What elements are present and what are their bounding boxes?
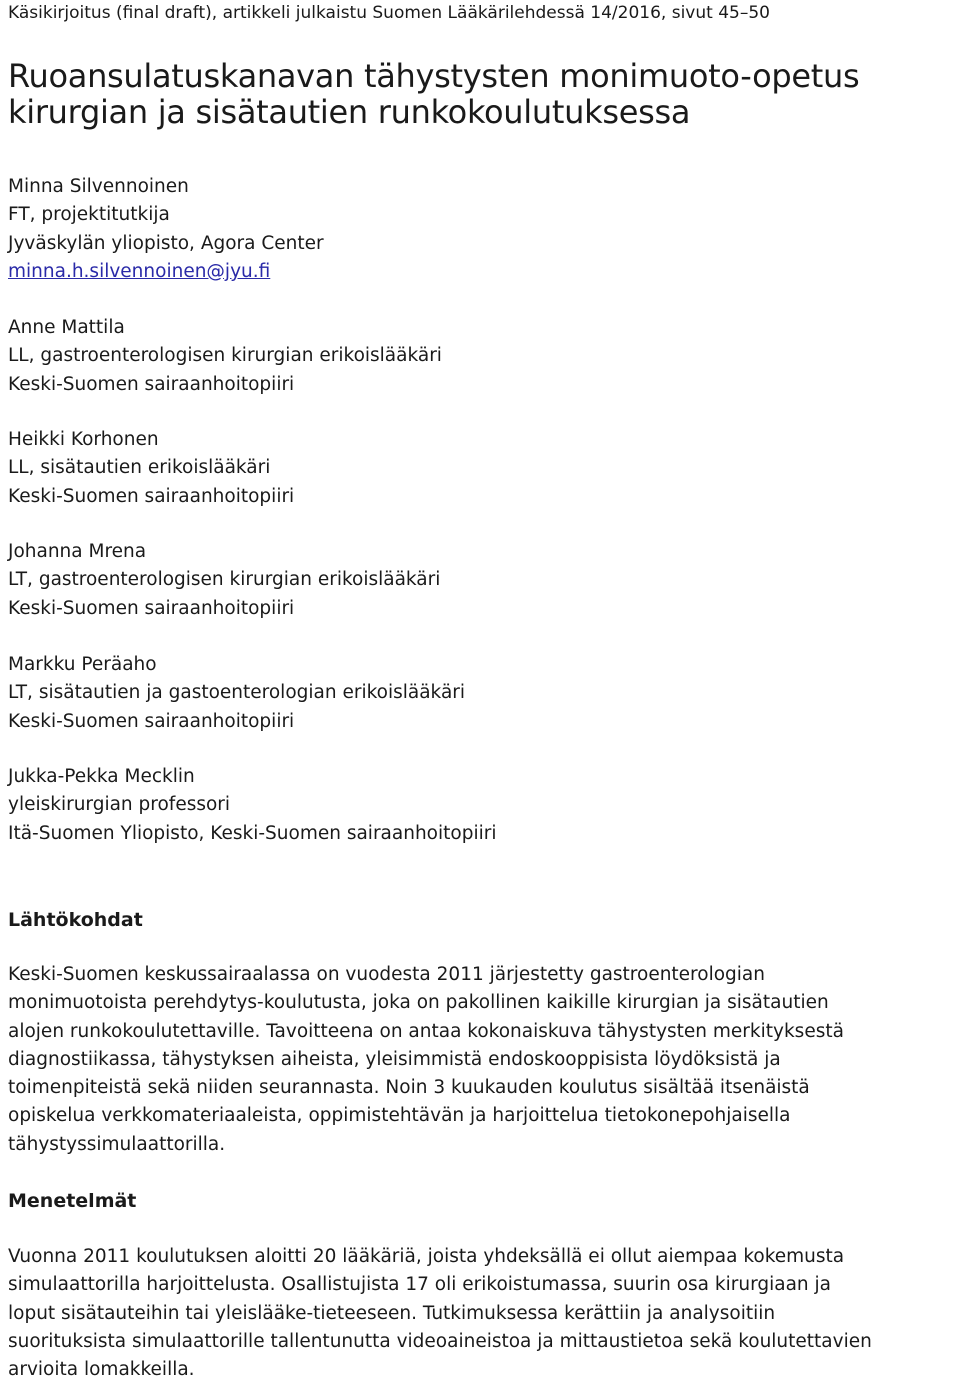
author-name: Minna Silvennoinen	[8, 176, 189, 197]
author-block-mattila	[8, 314, 442, 399]
author-affiliation: Keski-Suomen sairaanhoitopiiri	[8, 710, 295, 732]
author-name: Jukka-Pekka Mecklin	[8, 766, 195, 787]
paragraph-line: monimuotoista perehdytys-koulutusta, joka on pakollinen kaikille kirurgian ja sisätautien	[8, 992, 829, 1014]
author-title: LT, sisätautien ja gastoenterologian erikoislääkäri	[8, 682, 466, 704]
paragraph-line: tähystyssimulaattorilla.	[8, 1133, 226, 1155]
paragraph-line: opiskelua verkkomateriaaleista, oppimistehtävän ja harjoittelua tietokonepohjaisella	[8, 1105, 791, 1127]
paragraph-line: alojen runkokoulutettaville. Tavoitteena on antaa kokonaiskuva tähystysten merkityksestä	[8, 1020, 844, 1042]
author-title: LL, gastroenterologisen kirurgian erikoislääkäri	[8, 345, 442, 367]
section-heading-menetelmat: Menetelmät	[8, 1190, 137, 1212]
paragraph-line: loput sisätauteihin tai yleislääke-tieteeseen. Tutkimuksessa kerättiin ja analysoitiin	[8, 1302, 776, 1324]
author-block-peraaho	[8, 651, 465, 736]
author-affiliation: Keski-Suomen sairaanhoitopiiri	[8, 485, 295, 507]
author-name: Johanna Mrena	[8, 541, 147, 562]
article-title	[8, 58, 948, 130]
author-title: FT, projektitutkija	[8, 204, 170, 226]
author-affiliation: Itä-Suomen Yliopisto, Keski-Suomen sairaanhoitopiiri	[8, 822, 497, 844]
author-block-mecklin	[8, 763, 496, 848]
section-body-lahtokohdat	[8, 961, 956, 1159]
author-title: LT, gastroenterologisen kirurgian erikoislääkäri	[8, 569, 441, 591]
paragraph-line: suorituksista simulaattorille tallentunutta videoaineistoa ja mittaustietoa sekä koulutettavien	[8, 1330, 872, 1352]
paragraph-line: simulaattorilla harjoittelusta. Osallistujista 17 oli erikoistumassa, suurin osa kirurgiaan ja	[8, 1274, 831, 1296]
author-title: yleiskirurgian professori	[8, 794, 231, 816]
author-affiliation: Keski-Suomen sairaanhoitopiiri	[8, 597, 295, 619]
author-block-silvennoinen	[8, 173, 324, 286]
paragraph-line: toimenpiteistä sekä niiden seurannasta. Noin 3 kuukauden koulutus sisältää itsenäistä	[8, 1077, 810, 1099]
author-block-korhonen	[8, 426, 294, 511]
author-name: Heikki Korhonen	[8, 429, 159, 450]
section-body-menetelmat	[8, 1243, 956, 1378]
author-name: Markku Peräaho	[8, 654, 157, 675]
article-title-line-2: kirurgian ja sisätautien runkokoulutuksessa	[8, 93, 691, 131]
author-name: Anne Mattila	[8, 317, 125, 338]
author-email-link[interactable]: minna.h.silvennoinen@jyu.fi	[8, 260, 271, 282]
paragraph-line: Keski-Suomen keskussairaalassa on vuodesta 2011 järjestetty gastroenterologian	[8, 964, 765, 985]
section-heading-lahtokohdat: Lähtökohdat	[8, 909, 143, 931]
paragraph-line: diagnostiikassa, tähystyksen aiheista, yleisimmistä endoskooppisista löydöksistä ja	[8, 1048, 781, 1070]
article-title-line-1: Ruoansulatuskanavan tähystysten monimuoto-opetus	[8, 57, 860, 95]
paragraph-line: Vuonna 2011 koulutuksen aloitti 20 lääkäriä, joista yhdeksällä ei ollut aiempaa kokemusta	[8, 1246, 845, 1267]
author-affiliation: Jyväskylän yliopisto, Agora Center	[8, 232, 324, 254]
author-title: LL, sisätautien erikoislääkäri	[8, 457, 271, 479]
publication-note: Käsikirjoitus (final draft), artikkeli julkaistu Suomen Lääkärilehdessä 14/2016, sivut 45–50	[8, 3, 770, 23]
paragraph-line: arvioita lomakkeilla.	[8, 1359, 195, 1378]
author-block-mrena	[8, 538, 440, 623]
author-affiliation: Keski-Suomen sairaanhoitopiiri	[8, 373, 295, 395]
